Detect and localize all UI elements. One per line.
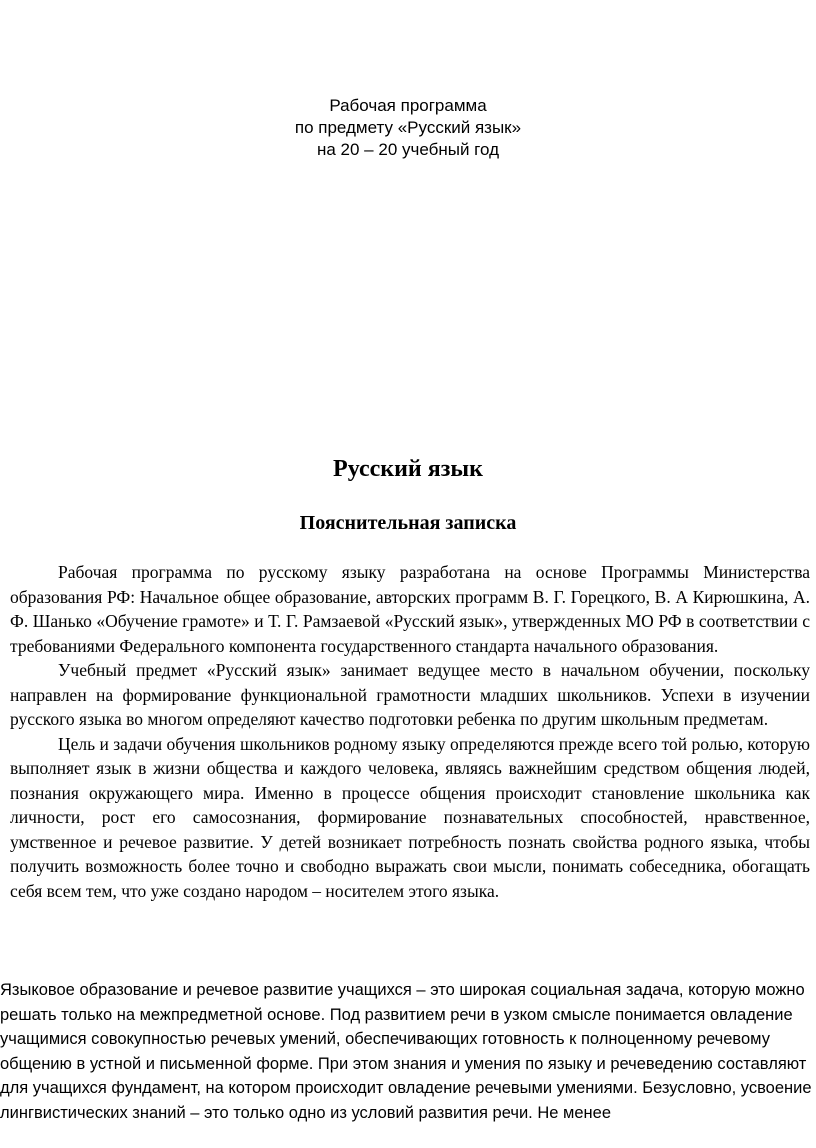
paragraph: Рабочая программа по русскому языку разработана на основе Программы Министерства образования РФ: Начальное общее образование, авторских программ В. Г. Горецкого, В. А Кирюшкина, А. Ф. Шанько «Обучение грамоте» и Т. Г. Рамзаевой «Русский язык», утвержденных МО РФ в соответствии с требованиями Федерального компонента государственного стандарта начального образования.	[10, 562, 810, 656]
paragraph: Учебный предмет «Русский язык» занимает ведущее место в начальном обучении, поскольку направлен на формирование функциональной грамотности младших школьников. Успехи в изучении русского языка во многом определяют качество подготовки ребенка по другим школьным предметам.	[10, 660, 810, 729]
program-subject-line: по предмету «Русский язык»	[294, 118, 522, 137]
paragraph: Цель и задачи обучения школьников родному языку определяются прежде всего той ролью, которую выполняет язык в жизни общества и каждого человека, являясь важнейшим средством общения людей, познания окружающего мира. Именно в процессе общения происходит становление школьника как личности, рост его самосознания, формирование познавательных способностей, нравственное, умственное и речевое развитие. У детей возникает потребность познать свойства родного языка, чтобы получить возможность более точно и свободно выражать свои мысли, понимать собеседника, обогащать себя всем тем, что уже создано народом – носителем этого языка.	[10, 733, 810, 901]
paragraph: Языковое образование и речевое развитие учащихся – это широкая социальная задача, которую можно решать только на межпредметной основе. Под развитием речи в узком смысле понимается овладение учащимися совокупностью речевых умений, обеспечивающих готовность к полноценному речевому общению в устной и письменной форме. При этом знания и умения по языку и речеведению составляют для учащихся фундамент, на котором происходит овладение речевыми умениями. Безусловно, усвоение лингвистических знаний – это только одно из условий развития речи. Не менее	[0, 981, 812, 1122]
section-heading: Пояснительная записка	[299, 512, 517, 534]
explanatory-note-body	[10, 560, 810, 903]
program-title-line: Рабочая программа	[329, 96, 487, 115]
program-year-line: на 20 – 20 учебный год	[316, 140, 500, 159]
language-education-section	[0, 978, 812, 1125]
program-title-block	[0, 95, 816, 161]
subject-title: Русский язык	[333, 456, 483, 482]
